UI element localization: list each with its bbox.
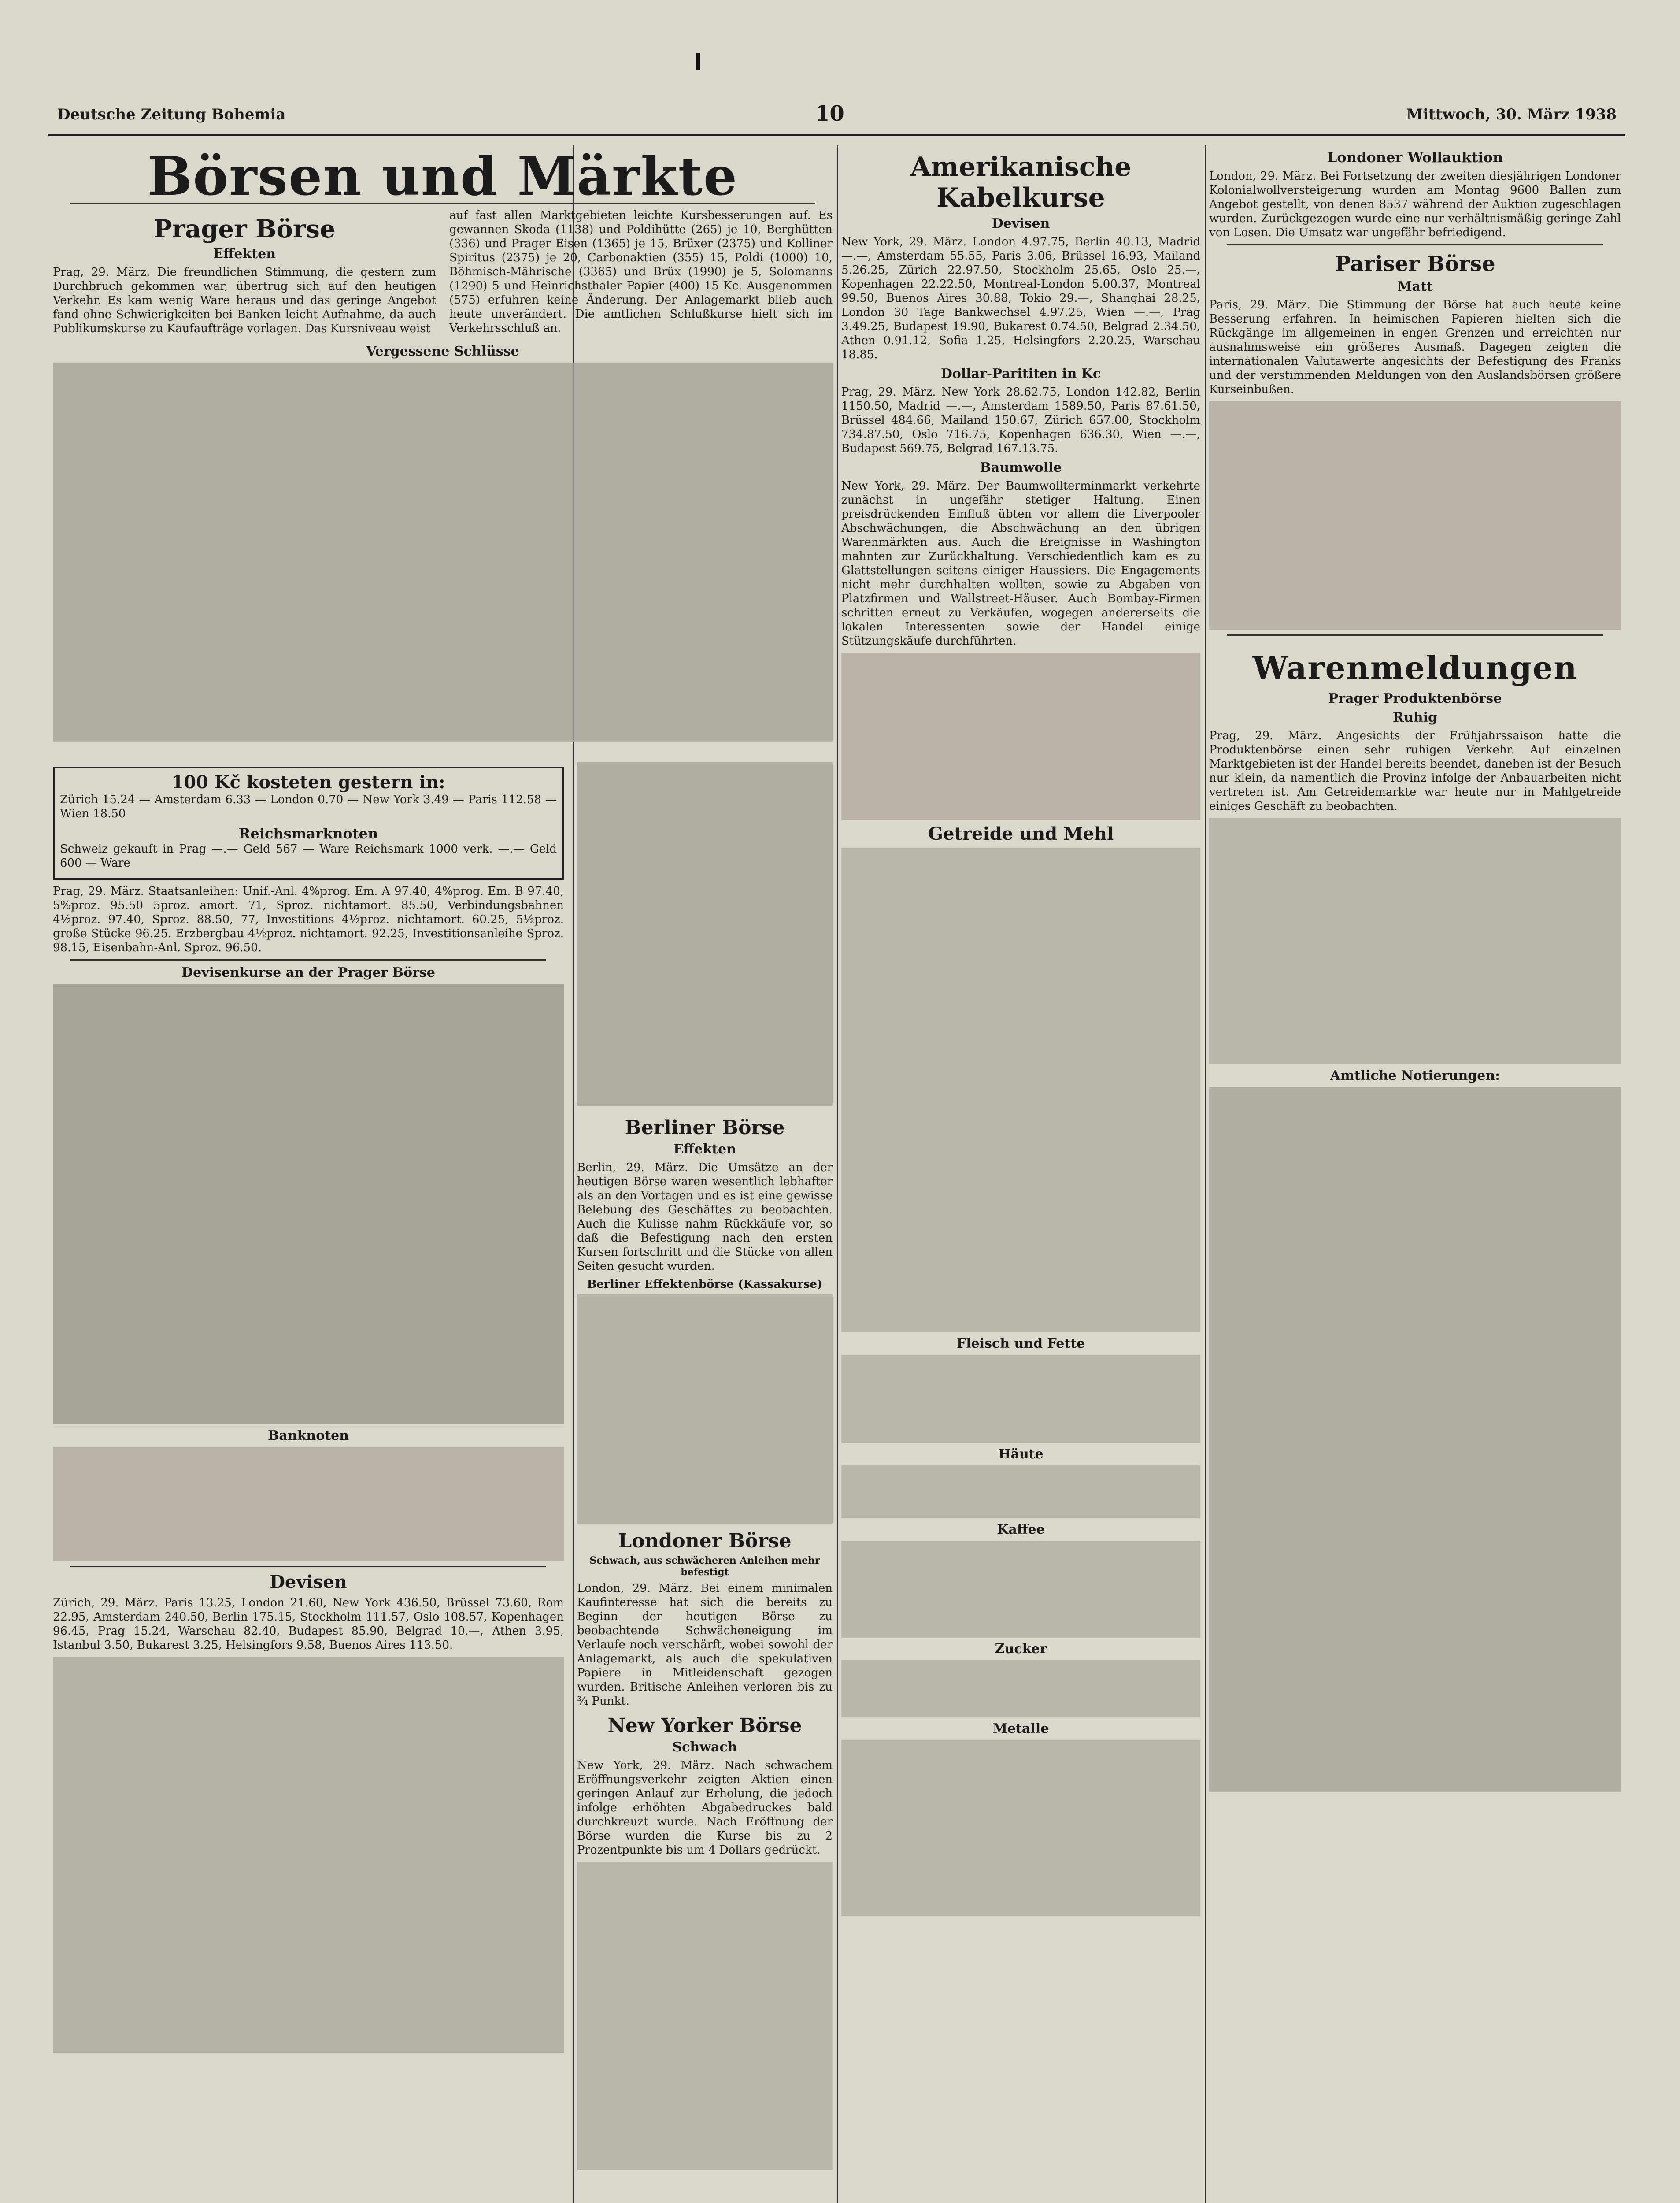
newspaper-name: Deutsche Zeitung Bohemia xyxy=(57,106,286,123)
article-text: Prag, 29. März. Angesichts der Frühjahrssaison hatte die Produktenbörse einen sehr ruhigen Verkehr. Auf einzelnen Marktgebieten ist der Handel bereits beendet, daneben ist der Besuch nur klein, da namentlich die Provinz infolge der Anbauarbeiten nicht vertreten ist. Am Getreidemarkte war heute nur in Mahlgetreide einiges Geschäft zu beobachten. xyxy=(1209,729,1621,813)
table-caption: Banknoten xyxy=(268,1428,349,1443)
section-subtitle: Schwach, aus schwächeren Anleihen mehr befestigt xyxy=(589,1555,820,1578)
rule xyxy=(1227,244,1603,245)
stock-table xyxy=(53,363,833,742)
metals-text xyxy=(841,1740,1200,1916)
header-rule xyxy=(48,134,1625,136)
box-text: Schweiz gekauft in Prag —.— Geld 567 — Ware Reichsmark 1000 verk. —.— Geld 600 — Ware xyxy=(60,842,557,870)
stock-table xyxy=(577,762,833,1106)
middle-column xyxy=(841,145,1200,2203)
article-text: auf fast allen Marktgebieten leichte Kursbesserungen auf. Es gewannen Skoda (1138) und Poldihütte (265) je 10, Berghütten (336) und Prager Eisen (1365) je 15, Brüxer (2375) und Kolliner Spiritus (2375) je 20, Carbonaktien (355) 15, Poldi (1000) 10, Böhmisch-Mährische (3365) und Brüx (1990) je 5, Solomanns (1290) 5 und Heinrichsthaler Papier (400) 15 Kc. Ausgenommen (575) erfuhren keine Änderung. Der Anlagemarkt blieb auch heute unverändert. Die amtlichen Schlußkurse hielt sich im Verkehrsschluß an. xyxy=(449,209,833,335)
grain-text xyxy=(841,848,1200,1332)
section-title-prager-boerse: Prager Börse xyxy=(153,215,336,244)
section-title-devisen: Devisen xyxy=(270,1572,347,1592)
section-subtitle: Schwach xyxy=(672,1739,737,1755)
main-title: Börsen und Märkte xyxy=(147,145,738,208)
section-title-baumwolle: Baumwolle xyxy=(980,460,1062,475)
gestern-box xyxy=(53,767,564,880)
rule xyxy=(70,1566,546,1567)
banknotes-table xyxy=(53,1447,564,1561)
page-header xyxy=(48,101,1625,132)
table-caption: Berliner Effektenbörse (Kassakurse) xyxy=(587,1278,823,1291)
article-text: London, 29. März. Bei einem minimalen Kaufinteresse hat sich die bereits zu Beginn der heutigen Börse zu beobachtende Schwächeneigung im Verlaufe noch verschärft, wobei sowohl der Anlagemarkt, als auch die spekulativen Papiere in Mitleidenschaft gezogen wurden. Britische Anleihen verloren bis zu ¾ Punkt. xyxy=(577,1582,833,1708)
section-title-waren: Warenmeldungen xyxy=(1252,649,1578,686)
article-text: New York, 29. März. London 4.97.75, Berlin 40.13, Madrid —.—, Amsterdam 55.55, Paris 3.06, Brüssel 16.93, Mailand 5.26.25, Zürich 22.97.50, Stockholm 25.65, Oslo 25.—, Kopenhagen 22.22.50, Montreal-London 5.00.37, Montreal 99.50, Buenos Aires 30.88, Tokio 29.—, Shanghai 28.25, London 30 Tage Bankwechsel 4.97.25, Wien —.—, Prag 3.49.25, Budapest 19.90, Bukarest 0.74.50, Belgrad 2.34.50, Athen 0.91.12, Sofia 1.25, Helsingfors 2.20.25, Warschau 18.85. xyxy=(841,235,1200,361)
devisen-table xyxy=(53,1657,564,2053)
article-text: Zürich, 29. März. Paris 13.25, London 21.60, New York 436.50, Brüssel 73.60, Rom 22.95, Amsterdam 240.50, Berlin 175.15, Stockholm 111.57, Oslo 108.57, Kopenhagen 96.45, Prag 15.24, Warschau 82.40, Budapest 85.90, Belgrad 10.—, Athen 3.95, Istanbul 3.50, Bukarest 3.25, Helsingfors 9.58, Buenos Aires 113.50. xyxy=(53,1596,564,1652)
cotton-table xyxy=(841,653,1200,820)
article-text: Prag, 29. März. Die freundlichen Stimmung, die gestern zum Durchbruch gekommen war, übertrug sich auf den heutigen Verkehr. Es kam wenig Ware heraus und das geringe Angebot fand ohne Schwierigkeiten bei Banken leicht Aufnahme, da auch Publikumskurse zu Kaufaufträge vorlagen. Das Kursniveau weist xyxy=(53,266,436,335)
section-title-metalle: Metalle xyxy=(992,1721,1049,1736)
sugar-text xyxy=(841,1660,1200,1717)
section-title-berliner: Berliner Börse xyxy=(625,1116,785,1139)
article-text: Prag, 29. März. New York 28.62.75, London 142.82, Berlin 1150.50, Madrid —.—, Amsterdam 1589.50, Paris 87.61.50, Brüssel 484.66, Mailand 150.67, Zürich 657.00, Stockholm 734.87.50, Oslo 716.75, Kopenhagen 636.30, Wien —.—, Budapest 569.75, Belgrad 167.13.75. xyxy=(841,386,1200,455)
page-number: 10 xyxy=(815,101,844,126)
article-text: New York, 29. März. Der Baumwollterminmarkt verkehrte zunächst in ungefähr stetiger Haltung. Einen preisdrückenden Einfluß übten vor allem die Liverpooler Abschwächungen, die Abschwächung an den übrigen Warenmärkten aus. Auch die Ereignisse in Washington mahnten zur Zurückhaltung. Verschiedentlich kam es zu Glattstellungen seitens einiger Haussiers. Die Engagements nicht mehr durchhalten wollten, sowie zu Abgaben von Platzfirmen und Wallstreet-Häuser. Auch Bombay-Firmen schritten erneut zu Verkäufen, wogegen andererseits die lokalen Interessenten sowie der Handel einige Stützungskäufe durchführten. xyxy=(841,479,1200,648)
produkten-text xyxy=(1209,818,1621,1064)
section-title-haeute: Häute xyxy=(998,1446,1044,1462)
berlin-london-column xyxy=(577,1110,833,2203)
article-text: Paris, 29. März. Die Stimmung der Börse hat auch heute keine Besserung erfahren. In heimischen Papieren hielten sich die Rückgänge im allgemeinen in engen Grenzen und erreichten nur ausnahmsweise ein größeres Ausmaß. Dagegen zeigten die internationalen Valutawerte angesichts der Befestigung des Franks und der verstimmenden Meldungen von den Auslandsbörsen größere Kurseinbußen. xyxy=(1209,298,1621,396)
section-title-produktenboerse: Prager Produktenbörse xyxy=(1328,691,1502,706)
meat-text xyxy=(841,1355,1200,1443)
section-title-wollauktion: Londoner Wollauktion xyxy=(1327,149,1503,166)
section-subtitle: Effekten xyxy=(673,1142,736,1157)
ink-mark xyxy=(696,53,700,70)
coffee-text xyxy=(841,1541,1200,1638)
paris-table xyxy=(1209,401,1621,630)
commodity-table xyxy=(1209,1087,1621,1792)
article-text: Prag, 29. März. Staatsanleihen: Unif.-Anl. 4%prog. Em. A 97.40, 4%prog. Em. B 97.40, 5%proz. 95.50 5proz. amort. 71, Sproz. nichtamort. 85.50, Verbindungsbahnen 4½proz. 97.40, Sproz. 88.50, 77, Investitions 4½proz. nichtamort. 60.25, 5½proz. große Stücke 96.25. Erzbergbau 4½proz. nichtamort. 92.25, Investitionsanleihe Sproz. 98.15, Eisenbahn-Anl. Sproz. 96.50. xyxy=(53,885,564,954)
section-title-fleisch: Fleisch und Fette xyxy=(956,1336,1085,1351)
article-text: Berlin, 29. März. Die Umsätze an der heutigen Börse waren wesentlich lebhafter als an den Vortagen und es ist eine gewisse Belebung des Geschäftes zu beobachten. Auch die Kulisse nahm Rückkäufe vor, so daß die Befestigung nach den ersten Kursen fortschritt und die Stücke von allen Seiten gesucht wurden. xyxy=(577,1161,833,1273)
section-title-amtliche: Amtliche Notierungen: xyxy=(1330,1068,1500,1083)
column-rule xyxy=(1205,145,1206,2203)
issue-date: Mittwoch, 30. März 1938 xyxy=(1406,106,1617,123)
section-title-pariser: Pariser Börse xyxy=(1335,252,1495,276)
table-caption: Devisenkurse an der Prager Börse xyxy=(181,965,435,980)
prager-boerse-section xyxy=(53,208,833,340)
rule xyxy=(70,959,546,961)
table-caption: Vergessene Schlüsse xyxy=(366,344,519,359)
section-subtitle: Effekten xyxy=(213,246,276,262)
section-subtitle: Ruhig xyxy=(1393,710,1437,725)
right-column xyxy=(1209,145,1621,2203)
section-title-kaffee: Kaffee xyxy=(997,1522,1045,1537)
section-title-londoner: Londoner Börse xyxy=(618,1530,792,1552)
section-subtitle: Devisen xyxy=(992,216,1050,231)
section-title-getreide: Getreide und Mehl xyxy=(928,823,1114,844)
section-subtitle: Matt xyxy=(1397,279,1433,294)
section-title-newyorker: New Yorker Börse xyxy=(607,1714,802,1737)
berlin-table xyxy=(577,1294,833,1524)
newyork-text xyxy=(577,1862,833,2170)
box-text: Zürich 15.24 — Amsterdam 6.33 — London 0.70 — New York 3.49 — Paris 112.58 — Wien 18.50 xyxy=(60,793,557,820)
left-lower-column xyxy=(53,762,564,2203)
section-title-amerikanische: Amerikanische Kabelkurse xyxy=(910,152,1132,213)
box-subtitle: Reichsmarknoten xyxy=(238,825,378,842)
article-text: New York, 29. März. Nach schwachem Eröffnungsverkehr zeigten Aktien einen geringen Anlauf zur Erholung, die jedoch infolge erhöhten Abgabedruckes bald durchkreuzt wurde. Nach Eröffnung der Börse wurden die Kurse bis zu 2 Prozentpunkte bis um 4 Dollars gedrückt. xyxy=(577,1759,833,1857)
box-title: 100 Kč kosteten gestern in: xyxy=(171,772,445,793)
rule xyxy=(1227,634,1603,636)
column-rule xyxy=(837,145,838,2203)
section-title-dollar: Dollar-Parititen in Kc xyxy=(940,366,1101,382)
currency-table xyxy=(53,984,564,1424)
hides-text xyxy=(841,1465,1200,1518)
article-text: London, 29. März. Bei Fortsetzung der zweiten diesjährigen Londoner Kolonialwollversteigerung wurden am Montag 9600 Ballen zum Angebot gestellt, von denen 8537 während der Auktion zugeschlagen wurden. Zurückgezogen wurde eine nur verhältnismäßig geringe Zahl von Losen. Die Umsatz war ungefähr befriedigend. xyxy=(1209,170,1621,239)
section-title-zucker: Zucker xyxy=(995,1641,1047,1657)
